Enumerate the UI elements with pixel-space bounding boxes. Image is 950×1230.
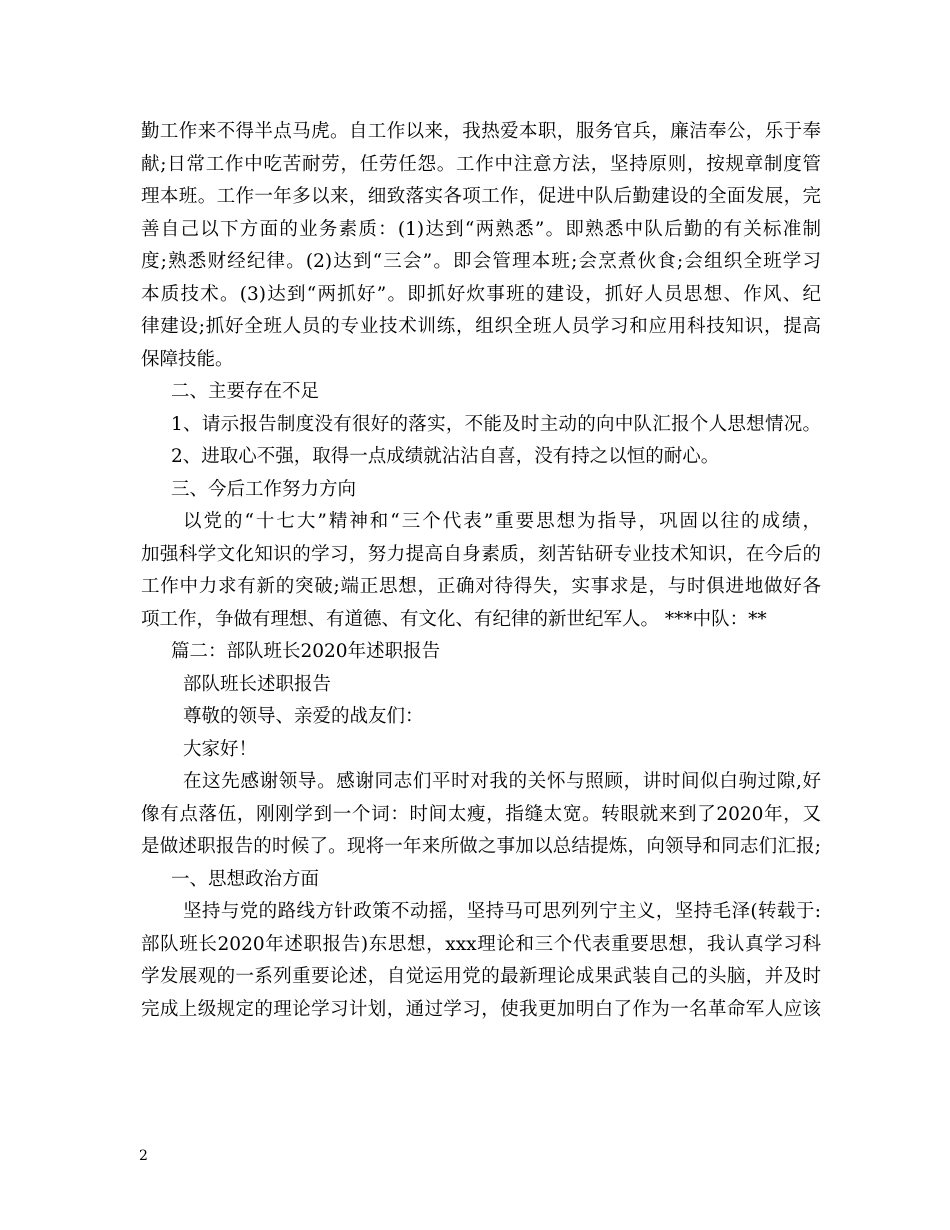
text-line: 加强科学文化知识的学习，努力提高自身素质，刻苦钻研专业技术知识，在今后的 xyxy=(141,543,821,565)
text-line: 尊敬的领导、亲爱的战友们： xyxy=(183,706,424,727)
text-line: 二、主要存在不足 xyxy=(171,381,320,402)
body-text xyxy=(141,116,821,1026)
text-line: 是做述职报告的时候了。现将一年来所做之事加以总结提炼，向领导和同志们汇报; xyxy=(141,836,821,857)
text-line: 理本班。工作一年多以来，细致落实各项工作，促进中队后勤建设的全面发展，完 xyxy=(141,186,821,207)
text-line: 完成上级规定的理论学习计划，通过学习，使我更加明白了作为一名革命军人应该 xyxy=(141,998,821,1020)
text-line: 部队班长述职报告 xyxy=(183,673,332,695)
text-line: 2、进取心不强，取得一点成绩就沾沾自喜，没有持之以恒的耐心。 xyxy=(171,446,720,467)
text-line: 工作中力求有新的突破;端正思想，正确对待得失，实事求是，与时俱进地做好各 xyxy=(141,576,821,597)
text-line: 项工作，争做有理想、有道德、有文化、有纪律的新世纪军人。 ***中队：** xyxy=(141,608,767,630)
text-line: 以党的“十七大”精神和“三个代表”重要思想为指导，巩固以往的成绩， xyxy=(183,511,821,532)
text-line: 像有点落伍，刚刚学到一个词：时间太瘦，指缝太宽。转眼就来到了2020年，又 xyxy=(141,803,821,825)
text-line: 篇二：部队班长2020年述职报告 xyxy=(171,641,441,662)
text-line: 在这先感谢领导。感谢同志们平时对我的关怀与照顾，讲时间似白驹过隙,好 xyxy=(183,771,821,792)
text-line: 部队班长2020年述职报告)东思想，xxx理论和三个代表重要思想，我认真学习科 xyxy=(141,933,821,955)
page-number: 2 xyxy=(139,1148,148,1164)
text-line: 善自己以下方面的业务素质：(1)达到“两熟悉”。即熟悉中队后勤的有关标准制 xyxy=(141,218,821,240)
text-line: 度;熟悉财经纪律。(2)达到“三会”。即会管理本班;会烹煮伙食;会组织全班学习 xyxy=(141,251,821,272)
text-line: 一、思想政治方面 xyxy=(171,868,320,890)
text-line: 本质技术。(3)达到“两抓好”。即抓好炊事班的建设，抓好人员思想、作风、纪 xyxy=(141,283,821,305)
text-line: 勤工作来不得半点马虎。自工作以来，我热爱本职，服务官兵，廉洁奉公，乐于奉 xyxy=(141,121,821,142)
text-line: 保障技能。 xyxy=(141,348,234,370)
text-line: 献;日常工作中吃苦耐劳，任劳任怨。工作中注意方法，坚持原则，按规章制度管 xyxy=(141,153,821,175)
text-line: 大家好！ xyxy=(183,738,258,760)
text-line: 律建设;抓好全班人员的专业技术训练，组织全班人员学习和应用科技知识，提高 xyxy=(141,316,821,337)
text-line: 1、请示报告制度没有很好的落实，不能及时主动的向中队汇报个人思想情况。 xyxy=(171,413,821,435)
text-line: 三、今后工作努力方向 xyxy=(171,478,357,500)
text-line: 坚持与党的路线方针政策不动摇，坚持马可思列列宁主义，坚持毛泽(转载于: xyxy=(183,901,821,922)
text-line: 学发展观的一系列重要论述，自觉运用党的最新理论成果武装自己的头脑，并及时 xyxy=(141,966,821,987)
